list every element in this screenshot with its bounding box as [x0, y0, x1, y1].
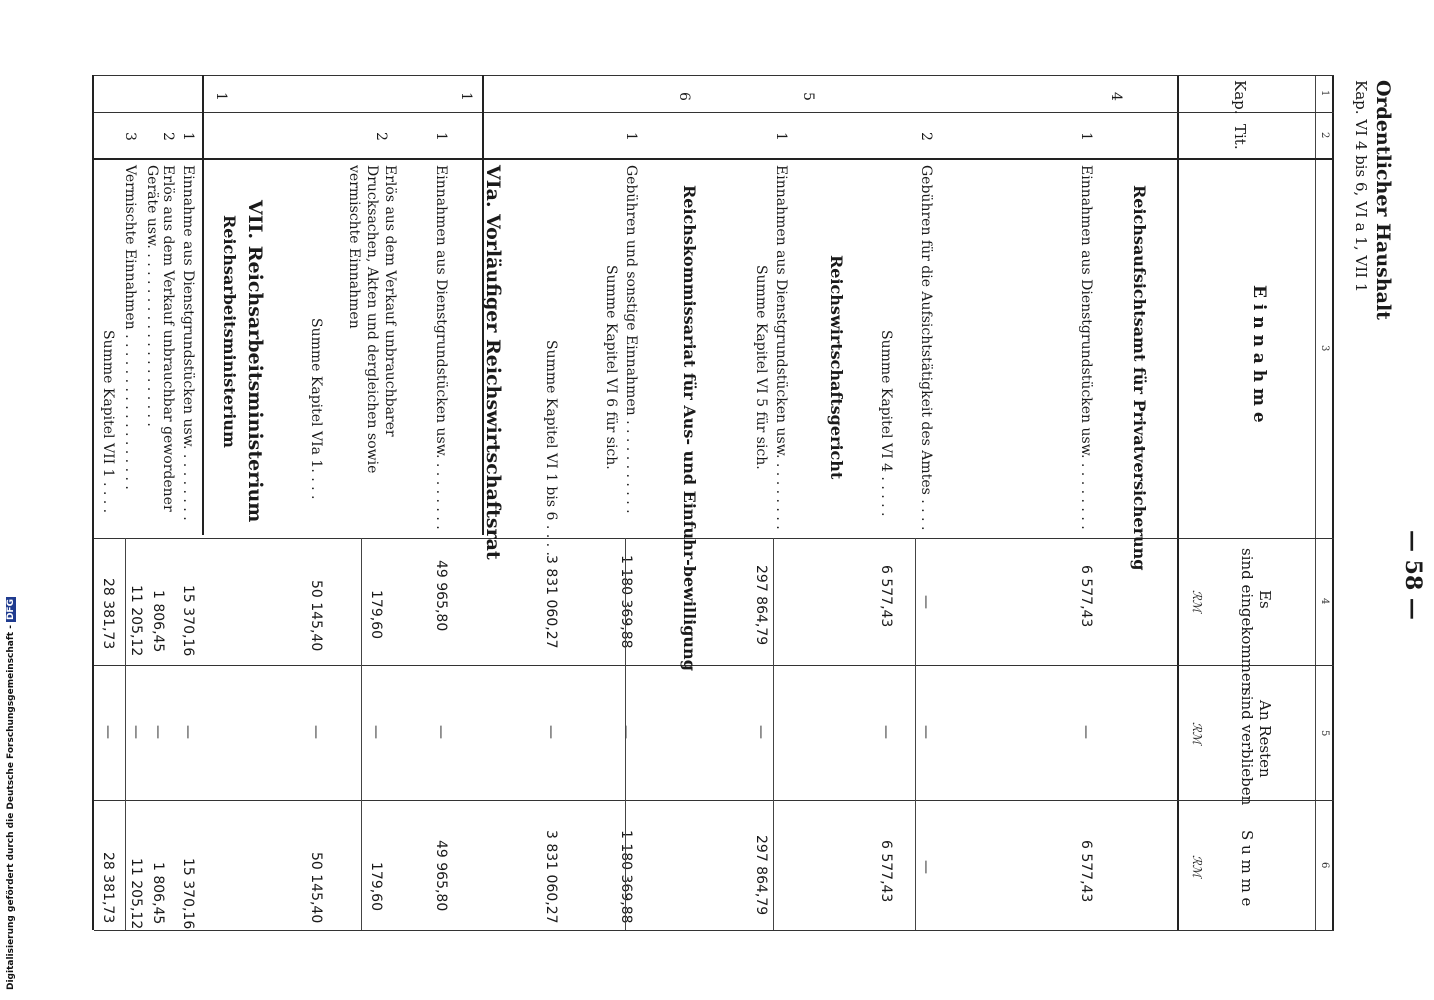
heading-eingekommen-line2: sind eingekommen	[1238, 548, 1256, 692]
subtotal-reste: —	[100, 725, 116, 739]
section-heading: Reichskommissariat für Aus- und Einfuhr-bewilligung	[680, 185, 699, 671]
subtotal-summe: 6 577,43	[878, 840, 894, 903]
kap-number: 6	[676, 92, 692, 101]
section-heading: Reichsarbeitsministerium	[220, 215, 239, 448]
kap-number: 1	[458, 92, 474, 101]
row-description: Einnahmen aus Dienstgrundstücken usw. . . . . . . . .	[433, 165, 449, 530]
currency-mark-col4: ℛℳ	[1190, 590, 1204, 613]
heading-reste-line2: sind verblieben	[1238, 688, 1256, 806]
row-description: Erlös aus dem Verkauf unbrauchbarer Drucksachen, Akten und dergleichen sowie vermischte Einnahmen	[346, 165, 398, 474]
colnum-5: 5	[1319, 730, 1330, 737]
amount-eingekommen: 15 370,16	[180, 585, 196, 657]
tit-number: 1	[180, 132, 196, 141]
tit-number: 2	[373, 132, 389, 141]
row-description: Einnahmen aus Dienstgrundstücken usw. . . . . . . . .	[773, 165, 789, 530]
amount-reste: —	[918, 725, 934, 739]
row-description: Erlös aus dem Verkauf unbrauchbar gewordener Geräte usw. . . . . . . . . . . . . . . . . . . . .	[144, 165, 176, 512]
subtotal-eingekommen: 1 180 369,88	[618, 555, 634, 649]
credit-text: Digitalisierung gefördert durch die Deutsche Forschungsgemeinschaft -	[6, 625, 16, 990]
col-rule-right	[94, 930, 1334, 931]
grand-subtotal-reste: —	[543, 725, 559, 739]
currency-mark-col5: ℛℳ	[1190, 722, 1204, 745]
tit-number: 1	[623, 132, 639, 141]
chapter-heading: VII. Reichsarbeitsministerium	[244, 200, 266, 523]
subtotal-summe: 28 381,73	[100, 852, 116, 924]
subtotal-eingekommen: 6 577,43	[878, 565, 894, 628]
tit-number: 1	[773, 132, 789, 141]
amount-reste: —	[433, 725, 449, 739]
grand-subtotal-label: Summe Kapitel VI 1 bis 6 . . . .	[543, 340, 559, 557]
heading-einnahme: E i n n a h m e	[1249, 285, 1269, 423]
row-description: Vermischte Einnahmen . . . . . . . . . . . . . . . . . .	[122, 165, 138, 490]
amount-summe: —	[918, 860, 934, 874]
subtotal-label: Summe Kapitel VI 6 für sich.	[603, 265, 619, 470]
row-description: Gebühren für die Aufsichtstätigkeit des Amtes . . . .	[918, 165, 934, 531]
col-rule-reste	[94, 800, 1334, 801]
tit-number: 2	[918, 132, 934, 141]
chapter-heading: VIa. Vorläufiger Reichswirtschaftsrat	[482, 165, 504, 560]
amount-reste: —	[180, 725, 196, 739]
amount-summe: 6 577,43	[1078, 840, 1094, 903]
amount-eingekommen: 11 205,12	[128, 585, 144, 657]
tit-number: 3	[122, 132, 138, 141]
digitization-credit	[6, 599, 20, 990]
amount-summe: 49 965,80	[433, 840, 449, 912]
tit-number: 1	[433, 132, 449, 141]
table-bottom-rule	[92, 75, 94, 930]
col-rule-kap	[94, 112, 1334, 113]
page-number: — 58 —	[1400, 530, 1426, 620]
subtotal-eingekommen: 28 381,73	[100, 578, 116, 650]
subtotal-reste: —	[878, 725, 894, 739]
colnum-2: 2	[1319, 132, 1330, 139]
subtotal-rule	[915, 538, 916, 930]
subtotal-label: Summe Kapitel VII 1 . . . .	[100, 330, 116, 514]
dfg-logo: DFG	[6, 599, 16, 621]
amount-eingekommen: 179,60	[368, 590, 384, 639]
amount-eingekommen: 6 577,43	[1078, 565, 1094, 628]
subtotal-rule	[125, 538, 126, 930]
subtotal-eingekommen: 50 145,40	[308, 580, 324, 652]
heading-reste-line1: An Resten	[1256, 700, 1274, 778]
kap-number: 1	[213, 92, 229, 101]
chapter-rule	[202, 75, 204, 535]
amount-reste: —	[128, 725, 144, 739]
amount-summe: 15 370,16	[180, 858, 196, 930]
colnum-4: 4	[1319, 598, 1330, 605]
col-rule-left	[94, 75, 1334, 76]
row-description: Gebühren und sonstige Einnahmen . . . . . . . . . . .	[623, 165, 639, 514]
section-heading: Reichsaufsichtsamt für Privatversicherung	[1130, 185, 1149, 571]
tit-number: 1	[1078, 132, 1094, 141]
subtotal-label: Summe Kapitel VIa 1. . . .	[308, 318, 324, 500]
section-heading: Reichswirtschaftsgericht	[827, 255, 846, 480]
col-rule-tit	[94, 158, 1334, 160]
row-description: Einnahme aus Dienstgrundstücken usw. . . . . . . . .	[180, 165, 196, 521]
amount-summe: 179,60	[368, 862, 384, 911]
subtotal-summe: 50 145,40	[308, 852, 324, 924]
chapter-rule	[482, 75, 484, 535]
column-number-rule	[1315, 75, 1316, 930]
subtotal-summe: 1 180 369,88	[618, 830, 634, 924]
col-rule-eingekommen	[94, 665, 1334, 666]
grand-subtotal-summe: 3 831 060,27	[543, 830, 559, 924]
currency-mark-col6: ℛℳ	[1190, 855, 1204, 878]
grand-subtotal-eingekommen: 3 831 060,27	[543, 555, 559, 649]
heading-summe: S u m m e	[1238, 830, 1256, 907]
amount-reste: —	[368, 725, 384, 739]
subtotal-rule	[773, 538, 774, 930]
amount-eingekommen: 49 965,80	[433, 560, 449, 632]
subtotal-rule	[361, 538, 362, 930]
subtotal-eingekommen: 297 864,79	[753, 565, 769, 646]
kap-number: 4	[1108, 92, 1124, 101]
amount-eingekommen: —	[918, 595, 934, 609]
amount-eingekommen: 1 806,45	[150, 590, 166, 653]
subtotal-label: Summe Kapitel VI 4 . . . . .	[878, 330, 894, 517]
subtotal-rule	[625, 538, 626, 930]
colnum-1: 1	[1319, 90, 1330, 97]
tit-number: 2	[160, 132, 176, 141]
page-subtitle: Kap. VI 4 bis 6, VI a 1, VII 1	[1352, 80, 1370, 293]
heading-eingekommen-line1: Es	[1256, 590, 1274, 609]
heading-tit: Tit.	[1231, 124, 1249, 150]
amount-summe: 1 806,45	[150, 862, 166, 925]
amount-summe: 11 205,12	[128, 858, 144, 930]
colnum-6: 6	[1319, 862, 1330, 869]
subtotal-reste: —	[618, 725, 634, 739]
amount-reste: —	[1078, 725, 1094, 739]
subtotal-summe: 297 864,79	[753, 835, 769, 916]
header-bottom-rule	[1177, 75, 1179, 930]
kap-number: 5	[800, 92, 816, 101]
subtotal-label: Summe Kapitel VI 5 für sich.	[753, 265, 769, 470]
amount-reste: —	[150, 725, 166, 739]
row-description: Einnahmen aus Dienstgrundstücken usw. . . . . . . . .	[1078, 165, 1094, 530]
heading-kap: Kap.	[1231, 80, 1249, 115]
subtotal-reste: —	[753, 725, 769, 739]
colnum-3: 3	[1319, 345, 1330, 352]
table-top-rule	[1332, 75, 1334, 930]
page-title: Ordentlicher Haushalt	[1372, 80, 1394, 320]
subtotal-reste: —	[308, 725, 324, 739]
